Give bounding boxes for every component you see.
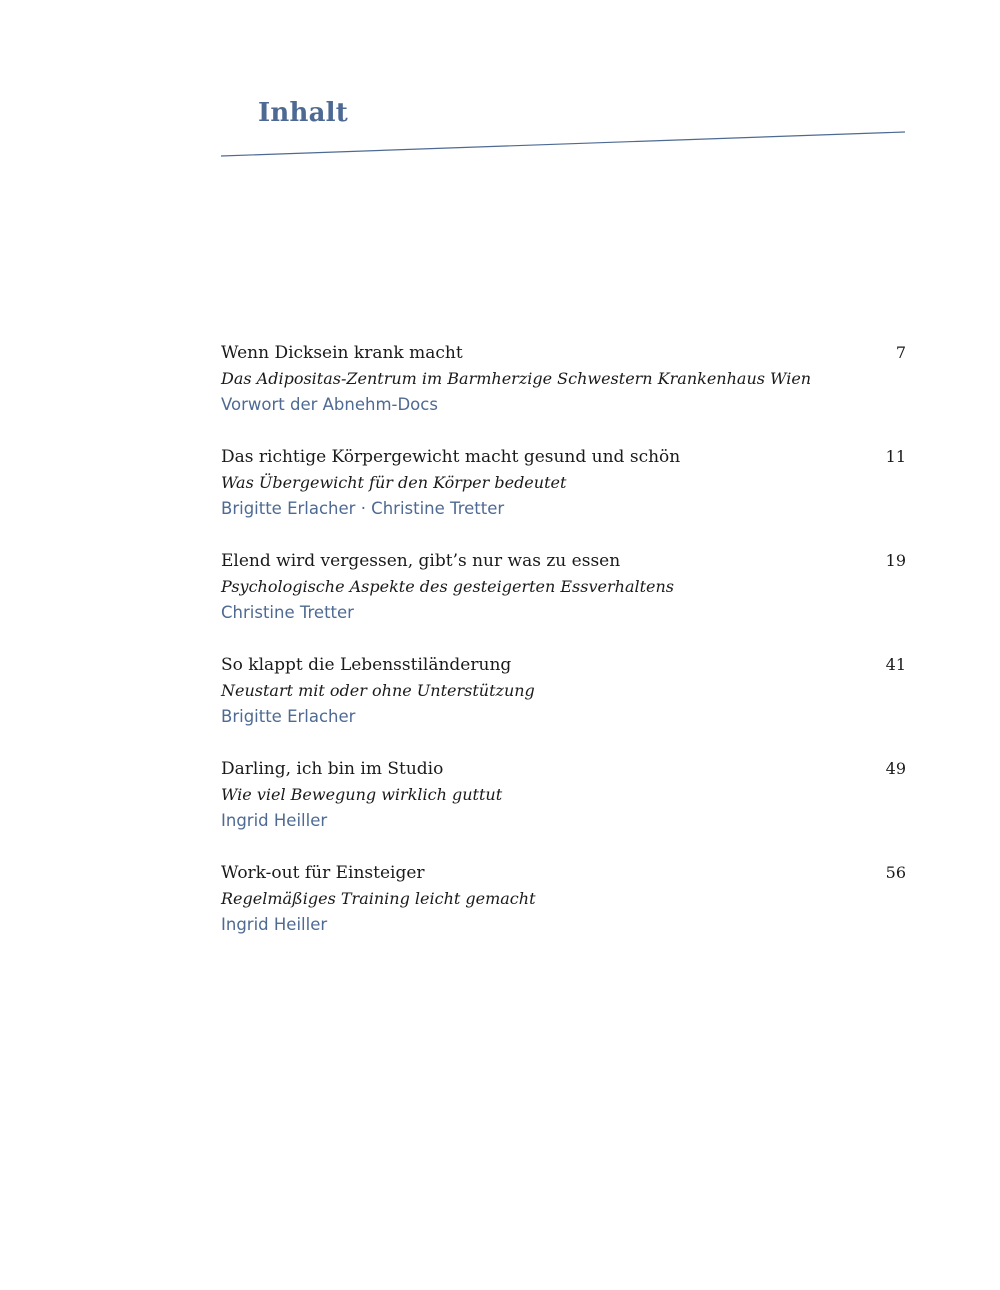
title-rule [0,0,1000,200]
toc-entry-title[interactable]: Darling, ich bin im Studio [221,759,444,779]
toc-entry-title[interactable]: Wenn Dicksein krank macht [221,343,463,363]
toc-entry-author: Brigitte Erlacher [221,707,356,726]
toc-entry-subtitle: Regelmäßiges Training leicht gemacht [221,889,536,908]
toc-entry-title[interactable]: So klappt die Lebensstiländerung [221,655,512,675]
toc-entry[interactable] [221,340,906,444]
toc-entry-author: Ingrid Heiller [221,811,328,830]
toc-entry-author: Vorwort der Abnehm-Docs [221,395,438,414]
toc-entry[interactable] [221,652,906,756]
toc-entry[interactable] [221,860,906,964]
toc-entry-subtitle: Neustart mit oder ohne Unterstützung [221,681,535,700]
toc-entry[interactable] [221,548,906,652]
toc-entry-page-number[interactable]: 56 [885,863,906,882]
toc-entry-author: Christine Tretter [221,603,354,622]
toc-entry-subtitle: Psychologische Aspekte des gesteigerten Essverhaltens [221,577,675,596]
toc-entry-subtitle: Wie viel Bewegung wirklich guttut [221,785,503,804]
toc-entry-title[interactable]: Elend wird vergessen, gibt’s nur was zu essen [221,551,621,571]
toc-entry-page-number[interactable]: 7 [895,343,906,362]
toc-entry-page-number[interactable]: 41 [885,655,906,674]
toc-entry-page-number[interactable]: 19 [885,551,906,570]
toc-entry-title[interactable]: Work-out für Einsteiger [221,863,425,883]
toc-entry[interactable] [221,756,906,860]
toc-entry-author: Ingrid Heiller [221,915,328,934]
toc-entry[interactable] [221,444,906,548]
toc-entry-subtitle: Das Adipositas-Zentrum im Barmherzige Schwestern Krankenhaus Wien [221,369,812,388]
table-of-contents [221,340,906,964]
page-title: Inhalt [258,98,348,128]
toc-entry-author: Brigitte Erlacher · Christine Tretter [221,499,505,518]
toc-entry-page-number[interactable]: 11 [885,447,906,466]
toc-entry-subtitle: Was Übergewicht für den Körper bedeutet [221,473,567,492]
toc-entry-title[interactable]: Das richtige Körpergewicht macht gesund und schön [221,447,681,467]
toc-entry-page-number[interactable]: 49 [885,759,906,778]
